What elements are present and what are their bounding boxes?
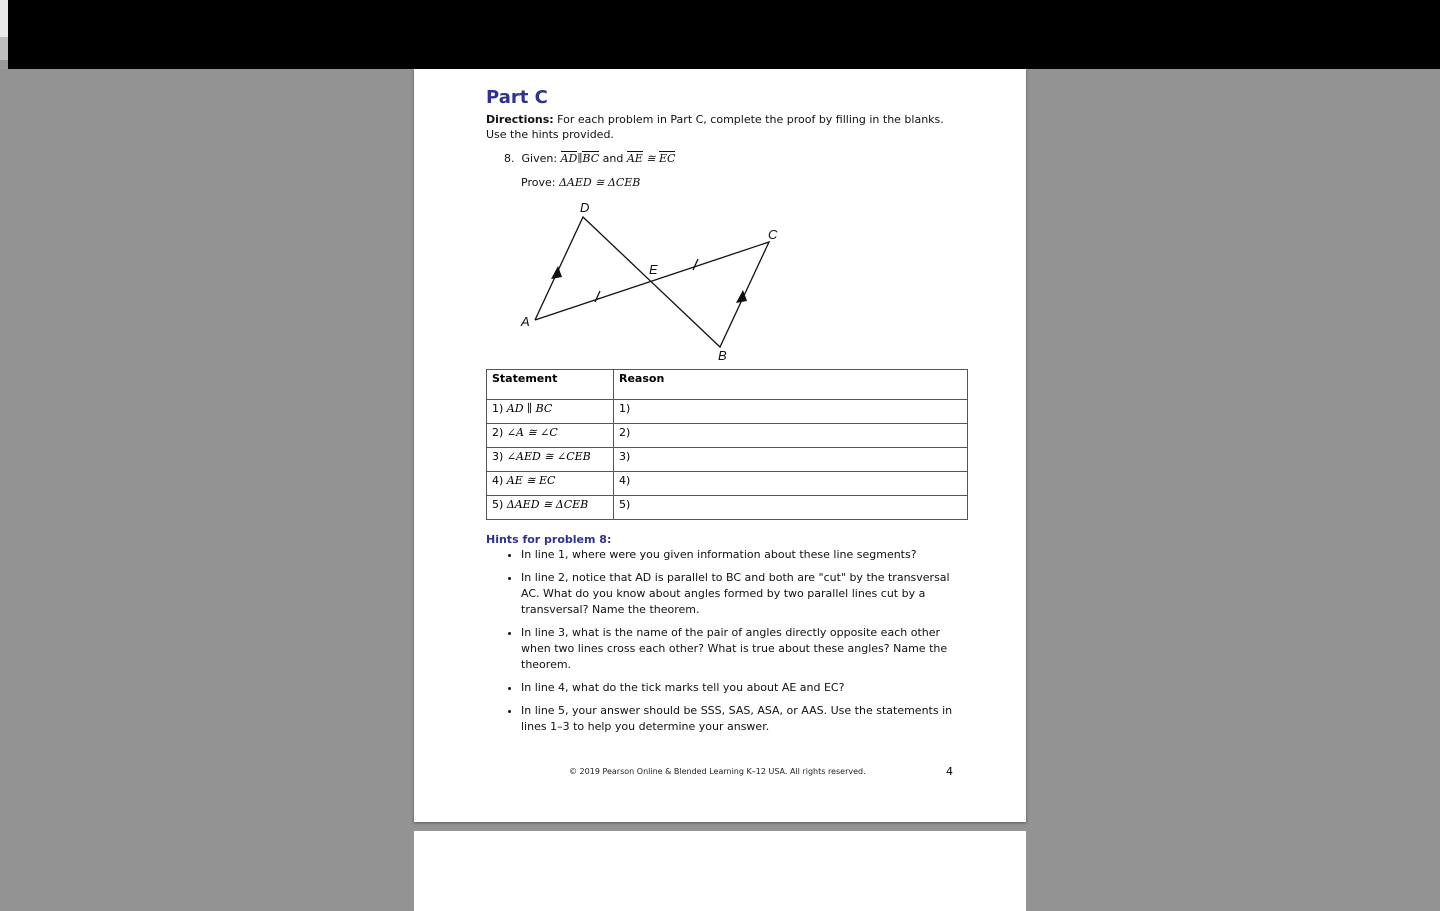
document-page bbox=[414, 69, 1026, 822]
hint-item: • In line 3, what is the name of the pair of angles directly opposite each other when two lines cross each other? What is true about these angles? Name the theorem. bbox=[521, 625, 961, 673]
table-row bbox=[487, 448, 968, 472]
reason-cell[interactable]: 5) bbox=[614, 496, 968, 520]
statement: ∠AED ≅ ∠CEB bbox=[506, 450, 591, 463]
label-b: B bbox=[718, 348, 727, 363]
row-num: 1) bbox=[492, 402, 504, 415]
given-label: Given: bbox=[521, 152, 558, 165]
segment: BC bbox=[582, 152, 600, 165]
reason-cell[interactable]: 2) bbox=[614, 424, 968, 448]
top-bar bbox=[8, 0, 1440, 69]
row-num: 4) bbox=[492, 474, 504, 487]
page-number: 4 bbox=[946, 765, 953, 778]
table-row bbox=[487, 424, 968, 448]
copyright-footer: © 2019 Pearson Online & Blended Learning K–12 USA. All rights reserved. bbox=[569, 767, 866, 776]
label-e: E bbox=[649, 262, 658, 277]
label-c: C bbox=[768, 227, 778, 242]
header-statement: Statement bbox=[487, 370, 614, 400]
segment: EC bbox=[659, 152, 676, 165]
hint-item: • In line 1, where were you given information about these line segments? bbox=[521, 547, 961, 563]
hint-item: • In line 5, your answer should be SSS, SAS, ASA, or AAS. Use the statements in lines 1–3 to help you determine your answer. bbox=[521, 703, 961, 735]
segment: AD bbox=[560, 152, 578, 165]
reason-cell[interactable]: 4) bbox=[614, 472, 968, 496]
reason-cell[interactable]: 1) bbox=[614, 400, 968, 424]
row-num: 3) bbox=[492, 450, 504, 463]
table-row bbox=[487, 472, 968, 496]
table-row bbox=[487, 400, 968, 424]
hints-title: Hints for problem 8: bbox=[486, 533, 612, 546]
statement: AE ≅ EC bbox=[506, 474, 556, 487]
window-edge bbox=[0, 0, 8, 69]
statement: ∠A ≅ ∠C bbox=[506, 426, 558, 439]
given-line: 8. Given: AD∥BC and AE ≅ EC bbox=[504, 152, 676, 165]
statement: AD ∥ BC bbox=[506, 402, 553, 415]
proof-table bbox=[486, 369, 968, 520]
header-reason: Reason bbox=[614, 370, 968, 400]
row-num: 2) bbox=[492, 426, 504, 439]
prove-label: Prove: bbox=[521, 176, 556, 189]
hint-item: • In line 4, what do the tick marks tell you about AE and EC? bbox=[521, 680, 961, 696]
triangle-diagram bbox=[414, 69, 1026, 369]
prove-statement: ΔAED ≅ ΔCEB bbox=[558, 176, 641, 189]
table-row bbox=[487, 496, 968, 520]
directions-text: For each problem in Part C, complete the proof by filling in the blanks. Use the hints provided. bbox=[486, 113, 944, 141]
part-title: Part C bbox=[486, 87, 548, 108]
segment: AE bbox=[626, 152, 643, 165]
reason-cell[interactable]: 3) bbox=[614, 448, 968, 472]
label-d: D bbox=[580, 200, 590, 215]
row-num: 5) bbox=[492, 498, 504, 511]
parallel-arrow-icon bbox=[551, 266, 562, 279]
problem-number: 8. bbox=[504, 152, 515, 165]
statement: ΔAED ≅ ΔCEB bbox=[506, 498, 589, 511]
hint-item: • In line 2, notice that AD is parallel to BC and both are "cut" by the transversal AC. What do you know about angles formed by two parallel lines cut by a transversal? Name the theorem. bbox=[521, 570, 961, 618]
hints-list bbox=[502, 547, 961, 742]
label-a: A bbox=[521, 314, 530, 329]
directions-label: Directions: bbox=[486, 113, 554, 126]
and-text: and bbox=[602, 152, 624, 165]
next-page bbox=[414, 831, 1026, 911]
